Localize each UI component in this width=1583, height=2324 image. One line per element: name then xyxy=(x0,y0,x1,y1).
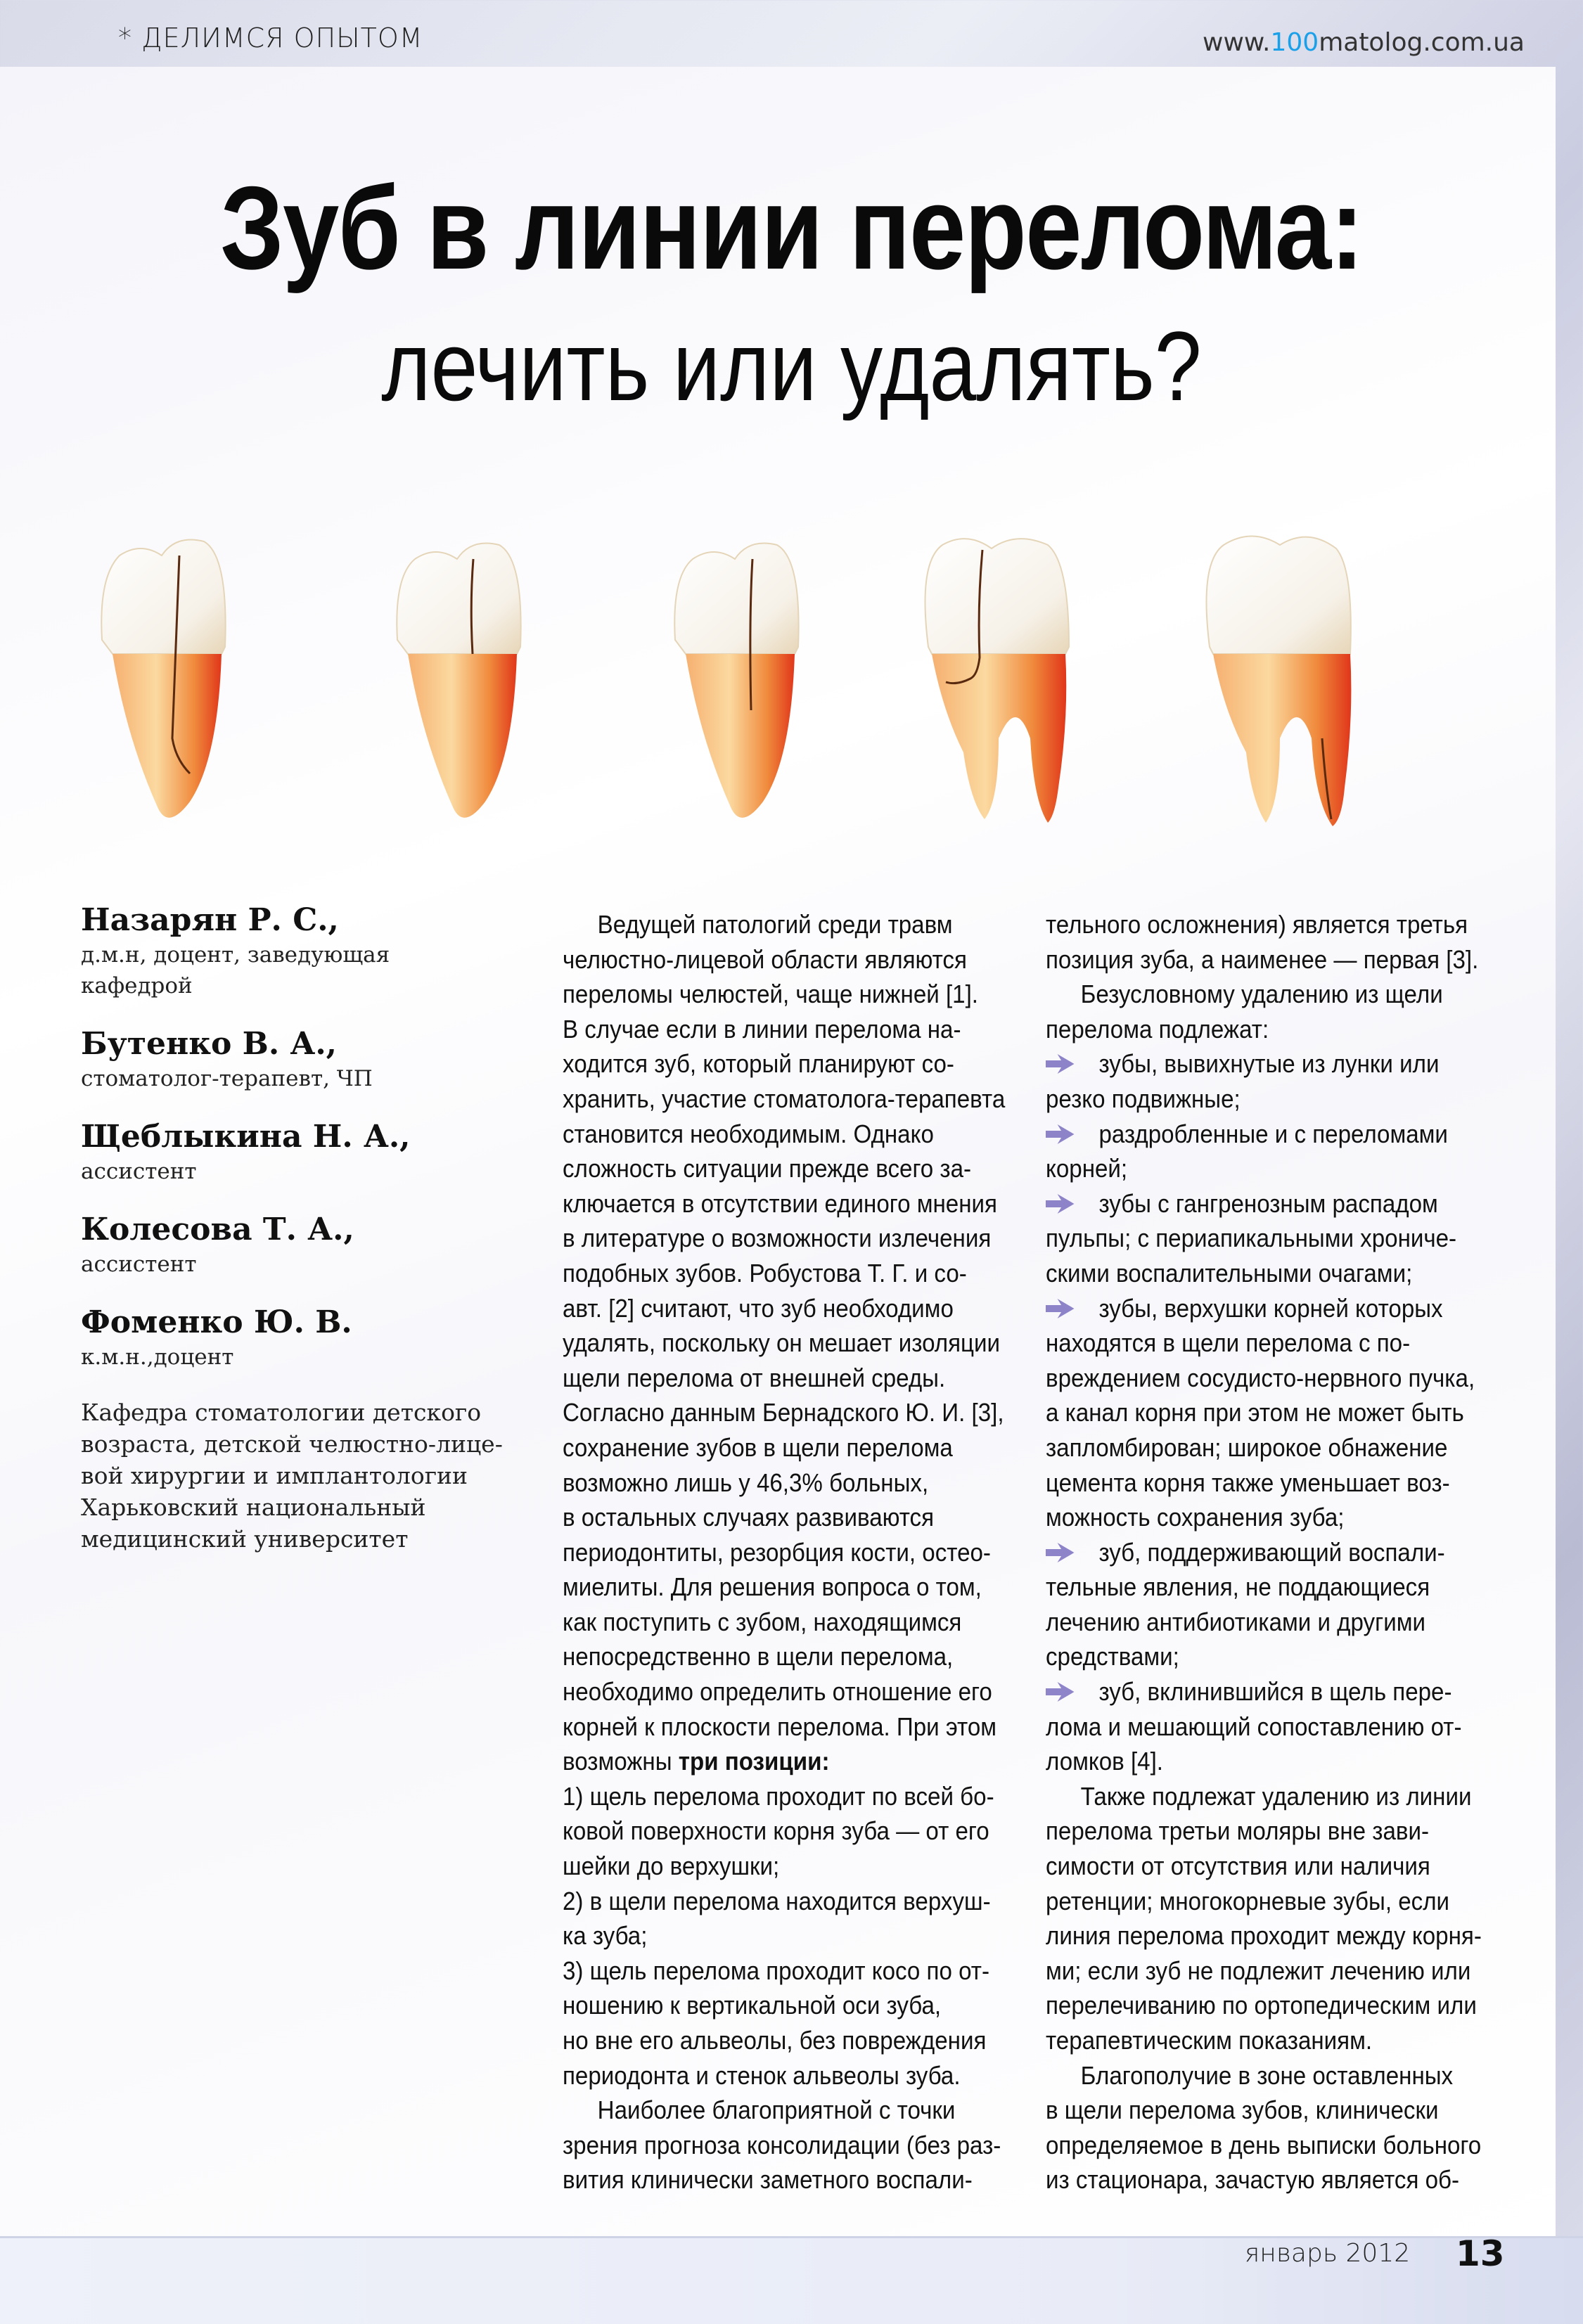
text-line xyxy=(1046,1465,1473,1501)
text-line-content: как поступить с зубом, находящимся xyxy=(563,1607,962,1636)
text-line xyxy=(563,1535,989,1570)
text-line-content: лечению антибиотиками и другими xyxy=(1046,1607,1425,1636)
arrow-right-icon xyxy=(1046,1188,1074,1207)
text-line xyxy=(563,1046,989,1081)
text-line xyxy=(1046,1186,1473,1221)
text-line xyxy=(1046,1117,1473,1152)
text-line-content: зуб, вклинившийся в щель пере- xyxy=(1098,1677,1452,1707)
text-line-content: корней; xyxy=(1046,1154,1128,1183)
text-line xyxy=(563,1465,989,1501)
text-line-content: линия перелома проходит между корня- xyxy=(1046,1921,1482,1951)
text-line-content: но вне его альвеолы, без повреждения xyxy=(563,2026,987,2055)
affiliation-line: Харьковский национальный xyxy=(81,1494,426,1521)
arrow-right-icon xyxy=(1046,1676,1074,1695)
arrow-right-icon xyxy=(1046,1118,1074,1138)
text-line xyxy=(1046,1046,1473,1081)
text-line xyxy=(563,1361,989,1396)
text-line-content: перелечиванию по ортопедическим или xyxy=(1046,1991,1477,2020)
author-role: ассистент xyxy=(81,1252,197,1277)
text-line-content: непосредственно в щели перелома, xyxy=(563,1642,954,1671)
author xyxy=(81,1304,503,1373)
text-line xyxy=(563,907,989,942)
text-line-content: симости от отсутствия или наличия xyxy=(1046,1851,1430,1881)
text-line xyxy=(563,2128,1001,2163)
author xyxy=(81,1211,503,1280)
tooth-molar-2 xyxy=(1207,537,1352,827)
text-line-content: вреждением сосудисто-нервного пучка, xyxy=(1046,1363,1475,1392)
text-line xyxy=(1046,1291,1473,1326)
text-line-content: хранить, участие стоматолога-терапевта xyxy=(563,1084,1006,1113)
issue-date: январь 2012 xyxy=(1245,2239,1411,2268)
text-line-content: скими воспалительными очагами; xyxy=(1046,1258,1413,1288)
text-line xyxy=(563,1918,989,1953)
text-line xyxy=(1046,1849,1473,1884)
text-line xyxy=(1046,2093,1473,2128)
text-line xyxy=(563,1605,989,1640)
author-role: к.м.н.,доцент xyxy=(81,1344,234,1370)
text-line-content: Наиболее благоприятной с точки xyxy=(597,2095,956,2125)
affiliation xyxy=(81,1397,510,1555)
text-line-content: Также подлежат удалению из линии xyxy=(1080,1781,1472,1811)
text-line xyxy=(1046,942,1479,977)
text-line xyxy=(563,2023,989,2058)
text-line-content: а канал корня при этом не может быть xyxy=(1046,1398,1464,1427)
text-line xyxy=(563,1081,1006,1117)
author-name: Колесова Т. А., xyxy=(81,1212,354,1247)
teeth-illustration xyxy=(70,506,1463,844)
text-line-content: корней к плоскости перелома. При этом xyxy=(563,1712,997,1741)
text-line-content: Согласно данным Бернадского Ю. И. [3], xyxy=(563,1398,1004,1427)
text-line-content: лома и мешающий сопоставлению от- xyxy=(1046,1712,1462,1741)
text-line-content: зубы, верхушки корней которых xyxy=(1098,1293,1443,1323)
text-line xyxy=(563,1988,989,2023)
author-role: д.м.н, доцент, заведующая xyxy=(81,942,390,968)
text-line-content: ломков [4]. xyxy=(1046,1747,1163,1776)
text-line xyxy=(563,1674,992,1709)
text-line xyxy=(1046,1430,1473,1465)
text-line-content: зуб, поддерживающий воспали- xyxy=(1098,1537,1445,1567)
text-line-content: Безусловному удалению из щели xyxy=(1080,980,1443,1009)
author-role: кафедрой xyxy=(81,973,193,999)
text-line xyxy=(1046,1674,1473,1709)
text-line-content: можность сохранения зуба; xyxy=(1046,1503,1345,1532)
text-line xyxy=(563,1569,989,1605)
author-name: Фоменко Ю. В. xyxy=(81,1304,352,1340)
affiliation-line: возраста, детской челюстно-лице- xyxy=(81,1430,503,1458)
text-line-content: запломбирован; широкое обнажение xyxy=(1046,1432,1448,1462)
text-line xyxy=(1046,1988,1477,2023)
text-line xyxy=(563,942,989,977)
text-line-content: перелома подлежат: xyxy=(1046,1014,1269,1044)
text-line-content: шейки до верхушки; xyxy=(563,1851,780,1881)
text-line-content: ми; если зуб не подлежит лечению или xyxy=(1046,1956,1471,1985)
text-line xyxy=(1046,1779,1473,1814)
text-line xyxy=(563,1744,989,1779)
text-line xyxy=(1046,1500,1473,1535)
text-line xyxy=(563,1395,1004,1430)
text-line-content: периодонта и стенок альвеолы зуба. xyxy=(563,2060,961,2090)
text-line-content: Благополучие в зоне оставленных xyxy=(1080,2060,1454,2090)
text-line xyxy=(563,977,989,1012)
text-line-content: тельные явления, не поддающиеся xyxy=(1046,1572,1430,1602)
text-line xyxy=(1046,2023,1473,2058)
text-line xyxy=(1046,1012,1473,1047)
text-line-content: необходимо определить отношение его xyxy=(563,1677,992,1707)
author-role: стоматолог-терапевт, ЧП xyxy=(81,1066,373,1091)
text-line-content: зрения прогноза консолидации (без раз- xyxy=(563,2130,1001,2159)
text-line xyxy=(563,1256,989,1291)
tooth-premolar-3 xyxy=(674,544,798,818)
author-name: Назарян Р. С., xyxy=(81,902,339,938)
text-line xyxy=(563,2093,989,2128)
text-line-content: перелома третьи моляры вне зави- xyxy=(1046,1816,1430,1846)
text-line-content: авт. [2] считают, что зуб необходимо xyxy=(563,1293,954,1323)
affiliation-line: медицинский университет xyxy=(81,1525,409,1553)
text-line xyxy=(563,1813,989,1849)
text-line xyxy=(1046,2058,1473,2093)
text-line xyxy=(1046,1639,1473,1674)
page-header xyxy=(0,0,1583,70)
text-line-content: подобных зубов. Робустова Т. Г. и со- xyxy=(563,1258,967,1288)
text-line-content: Ведущей патологий среди травм xyxy=(597,910,953,939)
author xyxy=(81,1025,503,1094)
text-line-content: тельного осложнения) является третья xyxy=(1046,910,1468,939)
text-line xyxy=(1046,1953,1473,1989)
text-line-content: 2) в щели перелома находится верхуш- xyxy=(563,1886,991,1915)
text-line xyxy=(1046,1813,1473,1849)
text-line-content: терапевтическим показаниям. xyxy=(1046,2026,1373,2055)
text-line xyxy=(1046,1081,1473,1117)
text-line-content: сохранение зубов в щели перелома xyxy=(563,1432,953,1462)
text-line-content: ношению к вертикальной оси зуба, xyxy=(563,1991,942,2020)
text-line-content: периодонтиты, резорбция кости, остео- xyxy=(563,1537,991,1567)
text-line-content: пульпы; с периапикальными хрониче- xyxy=(1046,1224,1457,1253)
text-line-content: ретенции; многокорневые зубы, если xyxy=(1046,1886,1450,1915)
text-line xyxy=(1046,977,1473,1012)
text-line-content: ка зуба; xyxy=(563,1921,648,1951)
text-line xyxy=(1046,1395,1473,1430)
text-line-content: находятся в щели перелома с по- xyxy=(1046,1328,1411,1358)
author xyxy=(81,1118,503,1187)
text-line-content: цемента корня также уменьшает воз- xyxy=(1046,1468,1450,1497)
site-url[interactable] xyxy=(1203,28,1525,57)
text-line xyxy=(1046,1744,1473,1779)
text-line-content: определяемое в день выписки больного xyxy=(1046,2130,1482,2159)
text-line xyxy=(1046,1361,1473,1396)
text-line xyxy=(563,1117,989,1152)
text-line xyxy=(1046,2128,1482,2163)
text-line-content: раздробленные и с переломами xyxy=(1098,1119,1448,1148)
tooth-molar-1 xyxy=(925,539,1070,823)
text-line-content: щели перелома от внешней среды. xyxy=(563,1363,946,1392)
site-url-prefix: www. xyxy=(1203,28,1271,57)
text-line xyxy=(1046,907,1473,942)
text-line xyxy=(563,1639,989,1674)
text-line-content: в остальных случаях развиваются xyxy=(563,1503,935,1532)
text-line-content: средствами; xyxy=(1046,1642,1179,1671)
text-line xyxy=(563,1779,994,1814)
site-url-accent: 100 xyxy=(1270,28,1319,57)
text-line xyxy=(1046,1569,1473,1605)
text-line xyxy=(1046,1884,1473,1919)
text-line-content: становится необходимым. Однако xyxy=(563,1119,934,1148)
text-line-content: ковой поверхности корня зуба — от его xyxy=(563,1816,989,1846)
text-line-content: 1) щель перелома проходит по всей бо- xyxy=(563,1781,994,1811)
site-url-suffix: matolog.com.ua xyxy=(1319,28,1525,57)
text-line xyxy=(563,1500,989,1535)
text-line xyxy=(563,1849,989,1884)
text-line xyxy=(563,1884,989,1919)
text-line-content: удалять, поскольку он мешает изоляции xyxy=(563,1328,1000,1358)
text-line xyxy=(1046,1256,1473,1291)
text-line xyxy=(1046,1535,1473,1570)
text-line-content: из стационара, зачастую является об- xyxy=(1046,2165,1460,2195)
text-line-content: зубы с гангренозным распадом xyxy=(1098,1188,1438,1218)
text-line xyxy=(1046,1221,1473,1256)
text-line-content: сложность ситуации прежде всего за- xyxy=(563,1154,972,1183)
text-line-content: переломы челюстей, чаще нижней [1]. xyxy=(563,980,978,1009)
author xyxy=(81,901,503,1001)
text-line xyxy=(563,2058,989,2093)
text-line xyxy=(563,1291,989,1326)
text-line xyxy=(563,1709,997,1745)
text-line-content: ключается в отсутствии единого мнения xyxy=(563,1188,997,1218)
author-name: Бутенко В. А., xyxy=(81,1026,337,1062)
text-line xyxy=(1046,1605,1473,1640)
text-line-content: зубы, вывихнутые из лунки или xyxy=(1098,1049,1440,1079)
affiliation-line: вой хирургии и имплантологии xyxy=(81,1462,468,1489)
body-column-right xyxy=(1046,907,1510,2197)
text-line-content: резко подвижные; xyxy=(1046,1084,1241,1113)
text-line-bold: три позиции: xyxy=(678,1747,830,1776)
tooth-premolar-1 xyxy=(101,540,225,818)
authors-block xyxy=(81,901,503,1555)
author-name: Щеблыкина Н. А., xyxy=(81,1119,411,1155)
affiliation-line: Кафедра стоматологии детского xyxy=(81,1399,482,1426)
text-line-content: в щели перелома зубов, клинически xyxy=(1046,2095,1439,2125)
text-line-content: ходится зуб, который планируют со- xyxy=(563,1049,954,1079)
text-line xyxy=(563,1325,1000,1361)
tooth-premolar-2 xyxy=(397,544,520,818)
text-line xyxy=(1046,1918,1482,1953)
text-line xyxy=(563,1186,997,1221)
text-line xyxy=(1046,1151,1473,1186)
text-line-content: миелиты. Для решения вопроса о том, xyxy=(563,1572,982,1602)
text-line xyxy=(563,2162,989,2197)
text-line-content: возможно лишь у 46,3% больных, xyxy=(563,1468,929,1497)
article-title: Зуб в линии перелома: xyxy=(220,162,1363,294)
text-line-content: 3) щель перелома проходит косо по от- xyxy=(563,1956,989,1985)
text-line-content: вития клинически заметного воспали- xyxy=(563,2165,973,2195)
text-line xyxy=(1046,1325,1473,1361)
text-line xyxy=(563,1953,989,1989)
text-line xyxy=(563,1221,992,1256)
text-line xyxy=(563,1012,989,1047)
arrow-right-icon xyxy=(1046,1048,1074,1067)
text-line-content: возможны xyxy=(563,1747,679,1776)
section-label: * ДЕЛИМСЯ ОПЫТОМ xyxy=(118,23,423,53)
author-role: ассистент xyxy=(81,1159,197,1184)
text-line xyxy=(563,1430,989,1465)
text-line-content: челюстно-лицевой области являются xyxy=(563,944,967,974)
arrow-right-icon xyxy=(1046,1292,1074,1312)
article-subtitle: лечить или удалять? xyxy=(381,311,1202,421)
text-line-content: позиция зуба, а наименее — первая [3]. xyxy=(1046,944,1479,974)
text-line-content: в литературе о возможности излечения xyxy=(563,1224,992,1253)
arrow-right-icon xyxy=(1046,1536,1074,1556)
text-line xyxy=(1046,2162,1473,2197)
text-line-content: В случае если в линии перелома на- xyxy=(563,1014,961,1044)
text-line xyxy=(563,1151,989,1186)
page-number: 13 xyxy=(1456,2233,1505,2274)
text-line xyxy=(1046,1709,1473,1745)
body-column-middle xyxy=(563,907,1027,2197)
